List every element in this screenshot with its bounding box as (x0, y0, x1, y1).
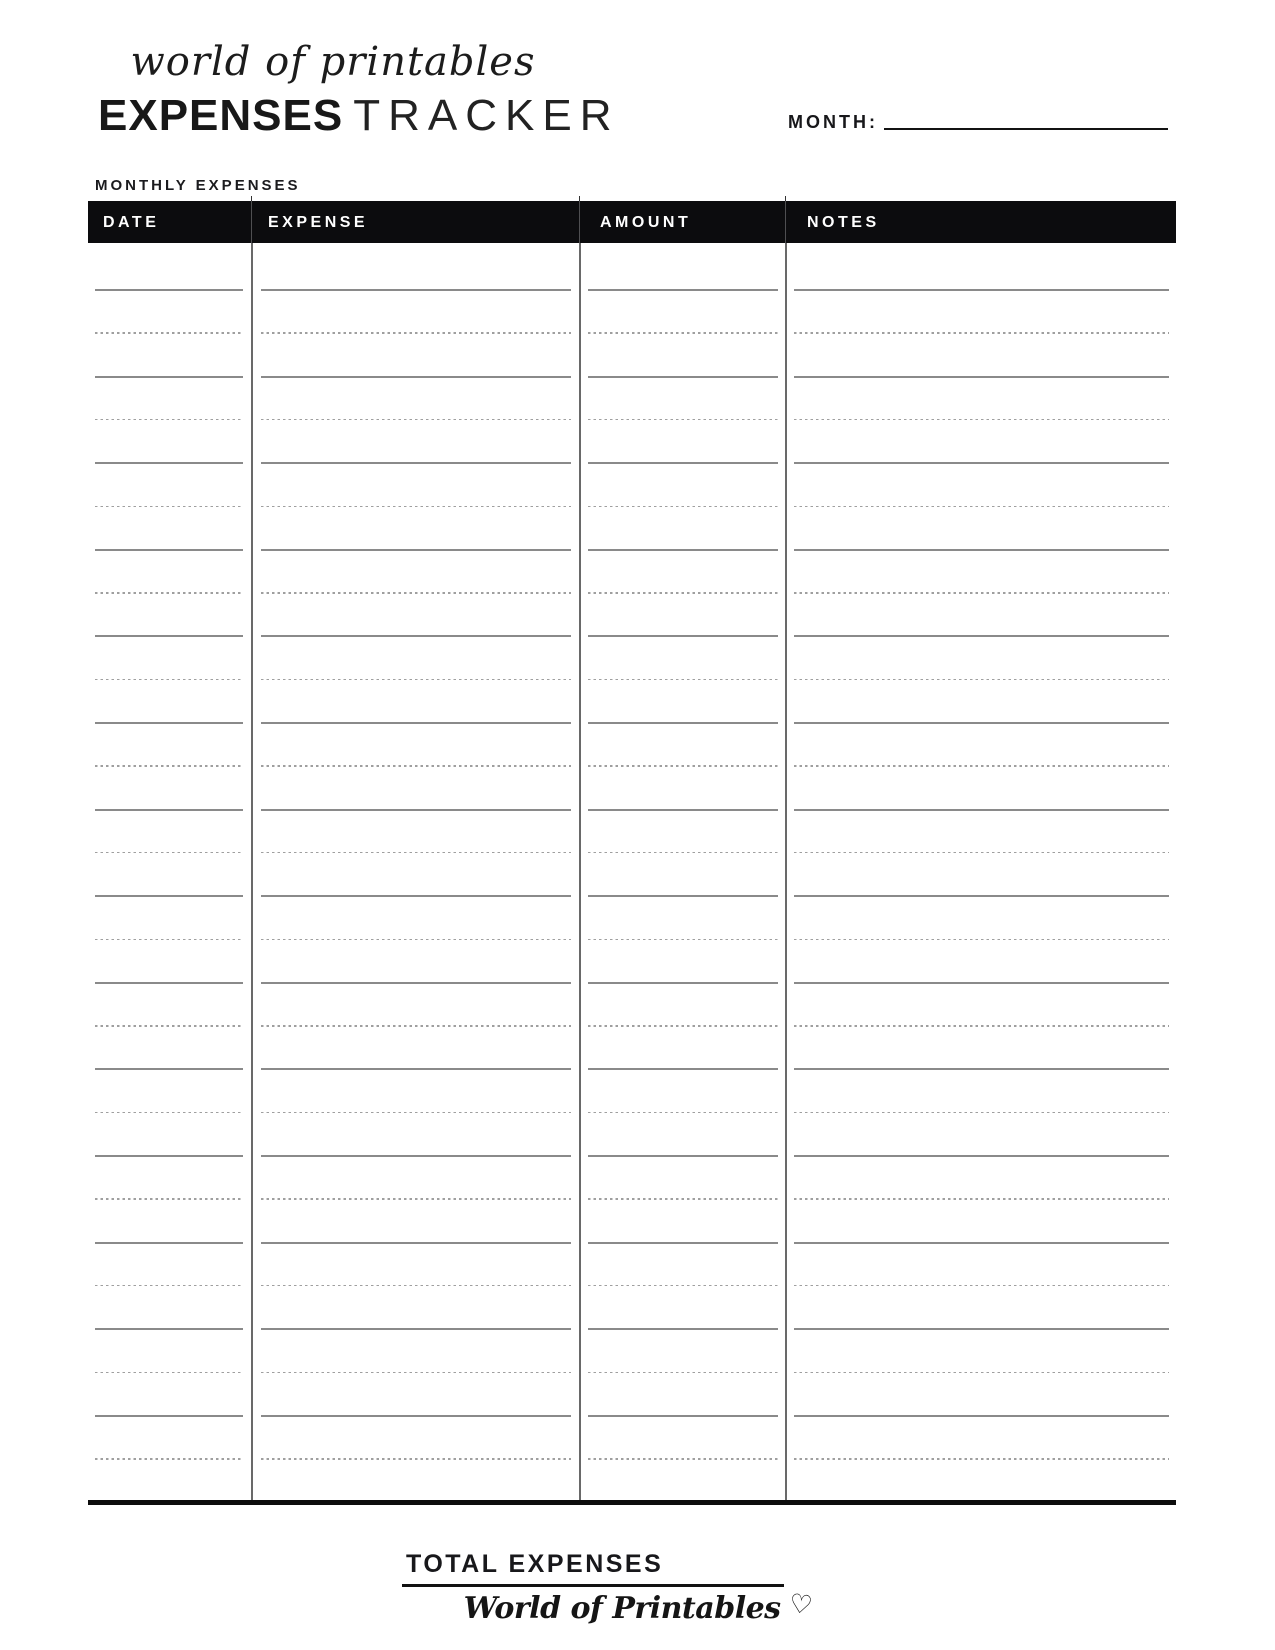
row-line-date (95, 462, 243, 464)
row-line-notes (794, 1372, 1169, 1374)
row-line-date (95, 679, 243, 681)
row-line-amount (588, 289, 778, 291)
row-line-amount (588, 1415, 778, 1417)
row-line-date (95, 1068, 243, 1070)
row-line-expense (261, 376, 571, 378)
row-line-expense (261, 419, 571, 421)
row-line-amount (588, 549, 778, 551)
page-title-expenses: EXPENSES (98, 91, 344, 140)
row-line-expense (261, 1458, 571, 1460)
row-line-amount (588, 852, 778, 854)
row-line-expense (261, 592, 571, 594)
row-line-date (95, 1155, 243, 1157)
column-header-notes: NOTES (807, 214, 880, 231)
row-line-expense (261, 1155, 571, 1157)
row-line-expense (261, 462, 571, 464)
row-line-amount (588, 679, 778, 681)
row-line-notes (794, 722, 1169, 724)
row-line-notes (794, 635, 1169, 637)
row-line-date (95, 592, 243, 594)
row-line-date (95, 376, 243, 378)
row-line-date (95, 506, 243, 508)
row-line-date (95, 1242, 243, 1244)
row-line-notes (794, 982, 1169, 984)
row-line-amount (588, 332, 778, 334)
row-line-amount (588, 1328, 778, 1330)
row-line-date (95, 549, 243, 551)
column-divider (579, 243, 581, 1500)
row-line-notes (794, 809, 1169, 811)
table-header-row (88, 201, 1176, 243)
row-line-expense (261, 765, 571, 767)
row-line-notes (794, 679, 1169, 681)
row-line-notes (794, 852, 1169, 854)
row-line-amount (588, 1025, 778, 1027)
row-line-expense (261, 289, 571, 291)
row-line-notes (794, 1112, 1169, 1114)
section-label: MONTHLY EXPENSES (95, 177, 301, 194)
row-line-notes (794, 332, 1169, 334)
total-expenses-label: TOTAL EXPENSES (406, 1550, 664, 1578)
row-line-notes (794, 1285, 1169, 1287)
table-bottom-rule (88, 1500, 1176, 1505)
row-line-expense (261, 332, 571, 334)
header-divider-tick (251, 196, 252, 201)
row-line-notes (794, 592, 1169, 594)
row-line-notes (794, 765, 1169, 767)
total-expenses-input-line[interactable] (402, 1584, 784, 1587)
row-line-date (95, 809, 243, 811)
row-line-date (95, 722, 243, 724)
row-line-amount (588, 419, 778, 421)
row-line-expense (261, 635, 571, 637)
row-line-date (95, 939, 243, 941)
column-divider (251, 243, 253, 1500)
row-line-expense (261, 722, 571, 724)
row-line-amount (588, 982, 778, 984)
row-line-expense (261, 982, 571, 984)
row-line-expense (261, 809, 571, 811)
row-line-amount (588, 1198, 778, 1200)
row-line-date (95, 1415, 243, 1417)
header-column-divider (785, 201, 786, 243)
row-line-date (95, 1285, 243, 1287)
row-line-expense (261, 1328, 571, 1330)
row-line-expense (261, 1068, 571, 1070)
row-line-expense (261, 1112, 571, 1114)
brand-script-text: world of printables (130, 39, 536, 85)
row-line-amount (588, 1242, 778, 1244)
row-line-notes (794, 895, 1169, 897)
row-line-notes (794, 289, 1169, 291)
row-line-date (95, 1328, 243, 1330)
header-column-divider (579, 201, 580, 243)
column-header-amount: AMOUNT (600, 214, 692, 231)
row-line-notes (794, 1155, 1169, 1157)
row-line-expense (261, 1025, 571, 1027)
row-line-date (95, 1198, 243, 1200)
row-line-notes (794, 462, 1169, 464)
row-line-amount (588, 1285, 778, 1287)
row-line-notes (794, 939, 1169, 941)
row-line-date (95, 1372, 243, 1374)
row-line-date (95, 852, 243, 854)
page-title-tracker: TRACKER (353, 91, 620, 140)
row-line-date (95, 982, 243, 984)
row-line-date (95, 419, 243, 421)
row-line-date (95, 635, 243, 637)
row-line-expense (261, 1372, 571, 1374)
row-line-notes (794, 1458, 1169, 1460)
row-line-notes (794, 419, 1169, 421)
row-line-date (95, 1025, 243, 1027)
month-label: MONTH: (788, 112, 878, 132)
row-line-amount (588, 1458, 778, 1460)
month-input-line[interactable] (884, 128, 1168, 130)
column-divider (785, 243, 787, 1500)
row-line-expense (261, 1415, 571, 1417)
row-line-date (95, 332, 243, 334)
row-line-amount (588, 635, 778, 637)
page-title (98, 91, 620, 140)
row-line-expense (261, 506, 571, 508)
row-line-amount (588, 462, 778, 464)
row-line-expense (261, 1285, 571, 1287)
footer-logo-text: World of Printables (463, 1591, 781, 1626)
row-line-amount (588, 592, 778, 594)
row-line-date (95, 1458, 243, 1460)
row-line-notes (794, 506, 1169, 508)
row-line-date (95, 765, 243, 767)
row-line-amount (588, 506, 778, 508)
row-line-amount (588, 376, 778, 378)
header-divider-tick (785, 196, 786, 201)
row-line-notes (794, 1198, 1169, 1200)
row-line-amount (588, 809, 778, 811)
row-line-amount (588, 722, 778, 724)
row-line-expense (261, 852, 571, 854)
header-column-divider (251, 201, 252, 243)
column-header-expense: EXPENSE (268, 214, 369, 231)
header-divider-tick (579, 196, 580, 201)
row-line-expense (261, 939, 571, 941)
row-line-notes (794, 1415, 1169, 1417)
row-line-amount (588, 765, 778, 767)
heart-icon: ♡ (786, 1588, 814, 1622)
row-line-amount (588, 939, 778, 941)
row-line-expense (261, 895, 571, 897)
row-line-amount (588, 895, 778, 897)
row-line-date (95, 289, 243, 291)
row-line-expense (261, 549, 571, 551)
month-field (788, 112, 878, 133)
row-line-amount (588, 1112, 778, 1114)
footer-logo (0, 1588, 1275, 1626)
column-header-date: DATE (103, 214, 160, 231)
row-line-amount (588, 1068, 778, 1070)
row-line-amount (588, 1372, 778, 1374)
row-line-notes (794, 1242, 1169, 1244)
row-line-notes (794, 549, 1169, 551)
row-line-notes (794, 1068, 1169, 1070)
row-line-date (95, 895, 243, 897)
row-line-notes (794, 1328, 1169, 1330)
row-line-expense (261, 1198, 571, 1200)
row-line-amount (588, 1155, 778, 1157)
row-line-notes (794, 1025, 1169, 1027)
row-line-date (95, 1112, 243, 1114)
row-line-notes (794, 376, 1169, 378)
row-line-expense (261, 679, 571, 681)
row-line-expense (261, 1242, 571, 1244)
